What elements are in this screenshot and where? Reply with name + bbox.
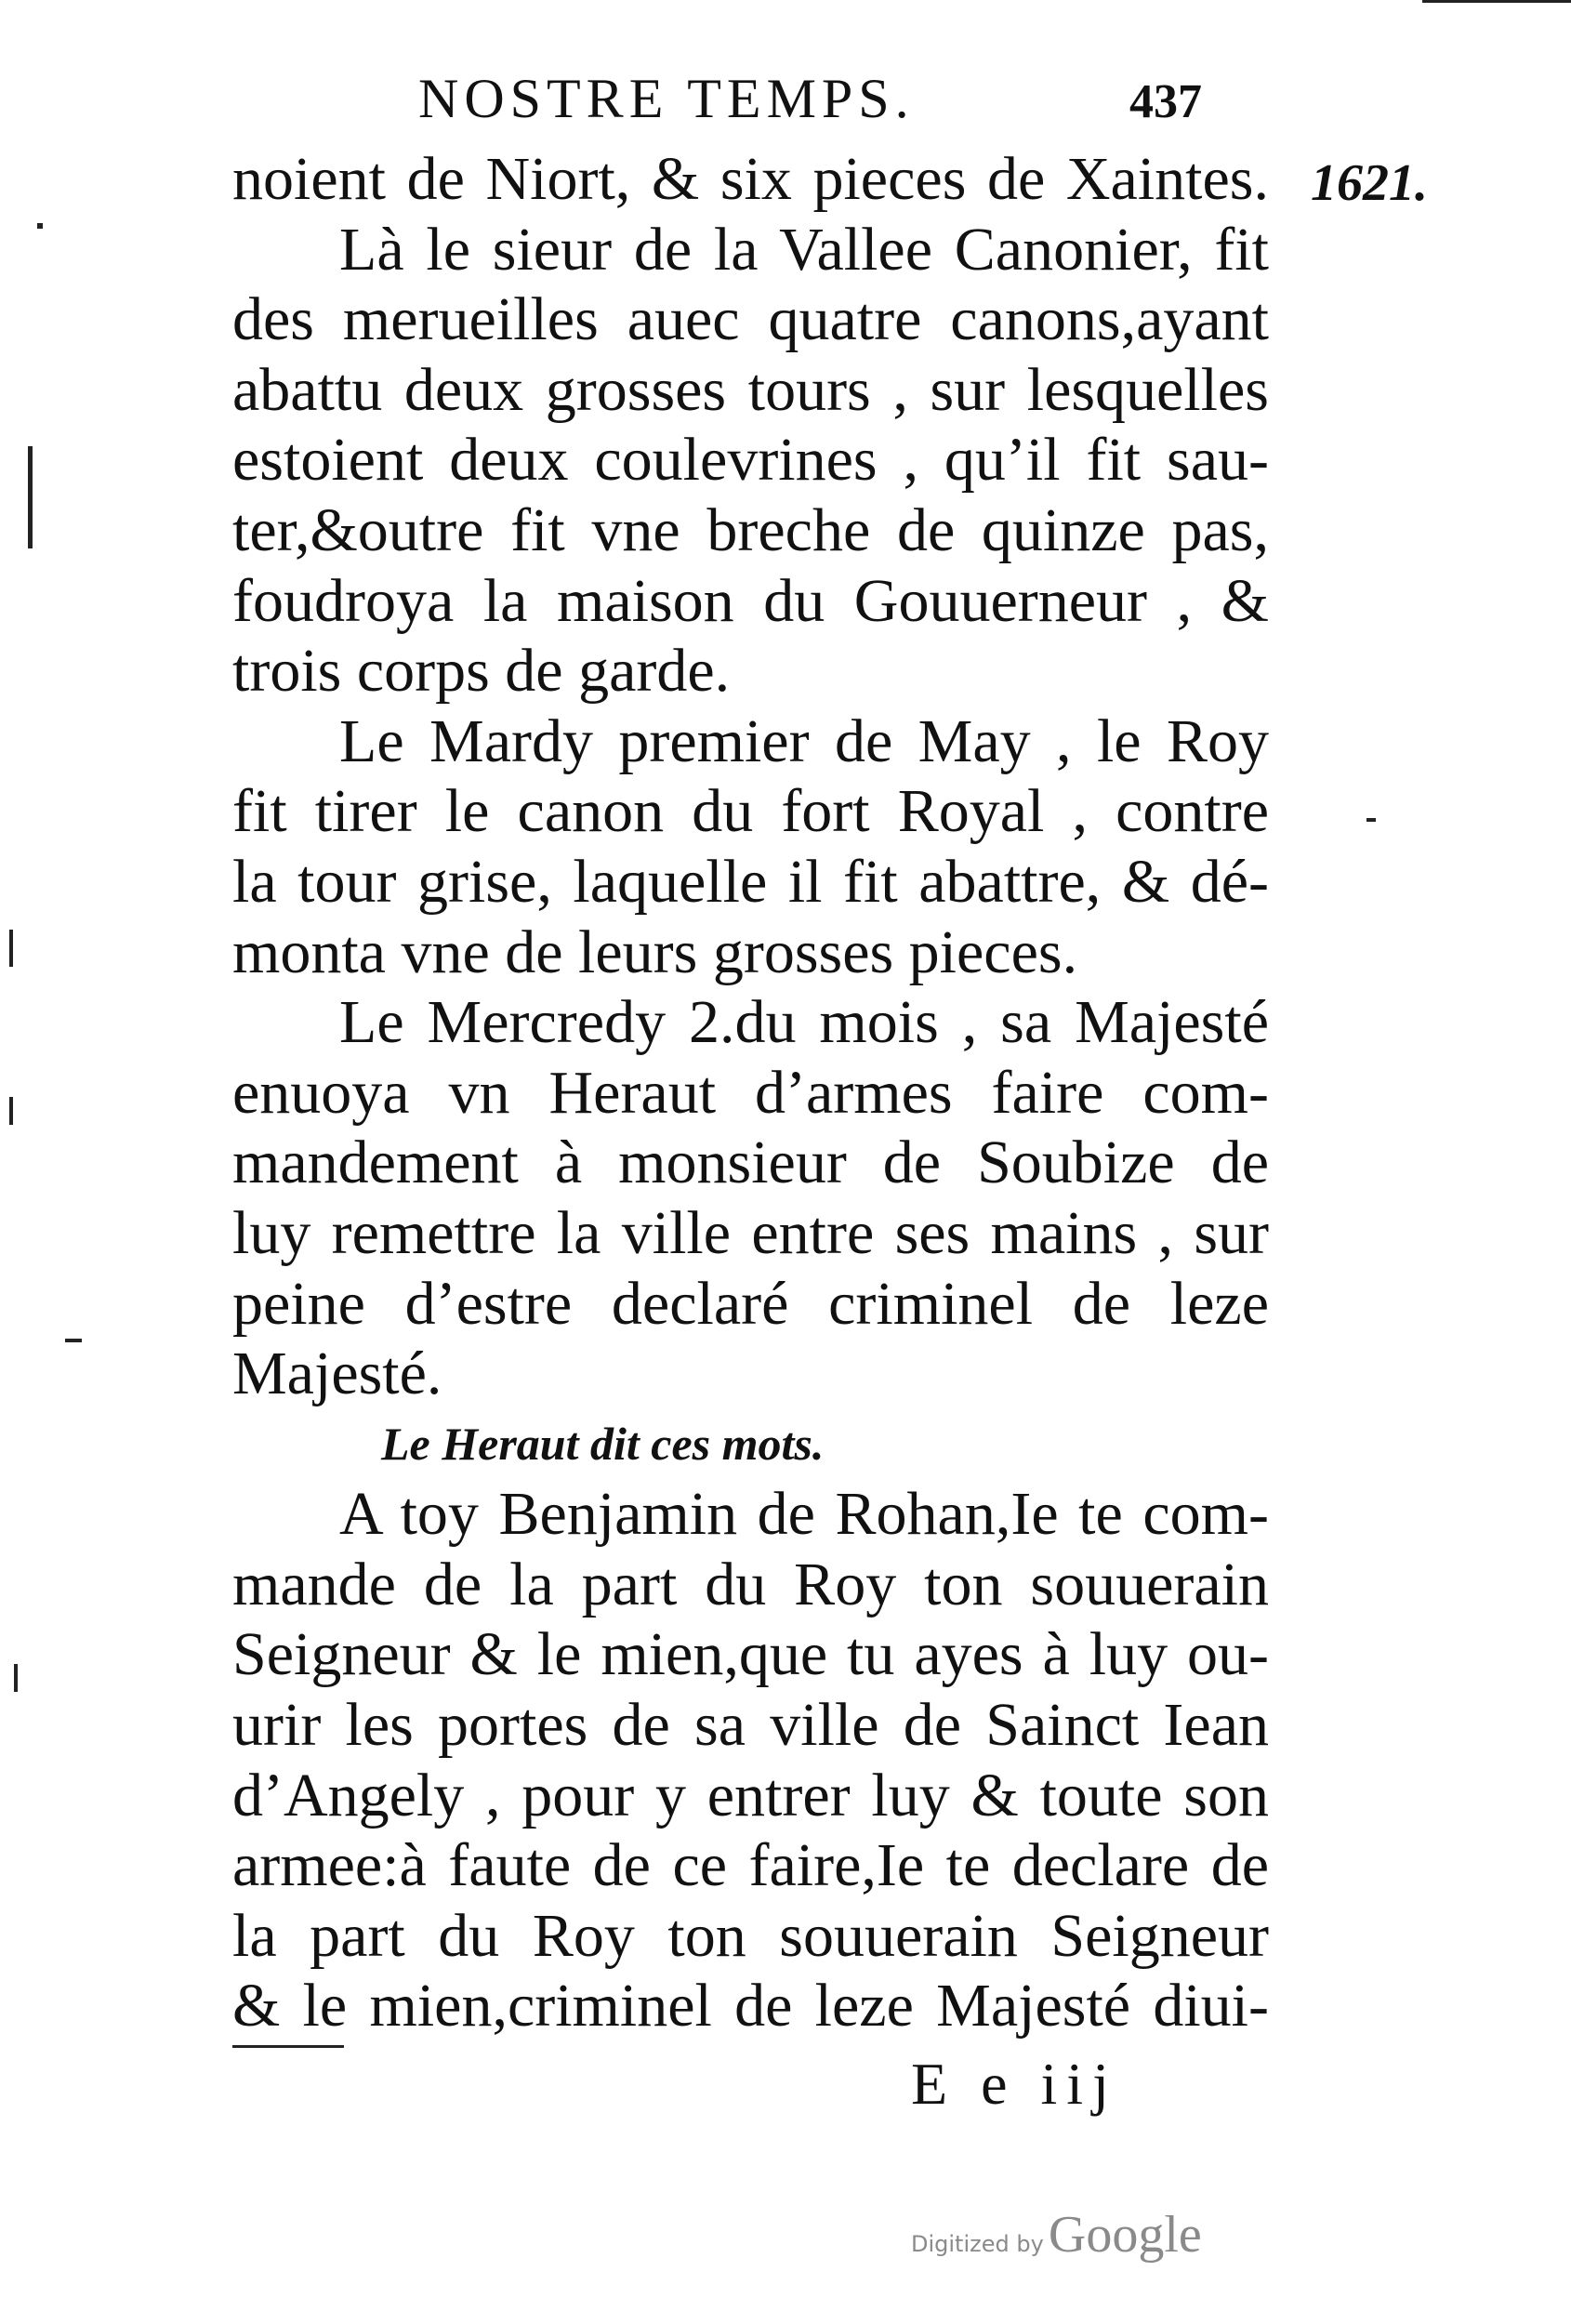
- text-line: noient de Niort, & six pieces de Xaintes.: [232, 145, 1269, 213]
- text-line: Le Mercredy 2.du mois , sa Majesté: [339, 988, 1269, 1057]
- text-line: Seigneur & le mien,que tu ayes à luy ou-: [232, 1620, 1269, 1689]
- text-line: la tour grise, laquelle il fit abattre, & dé-: [232, 847, 1269, 916]
- text-line: Le Mardy premier de May , le Roy: [339, 706, 1269, 775]
- text-line: & le mien,criminel de leze Majesté diui-: [232, 1972, 1269, 2040]
- running-head: NOSTRE TEMPS.: [418, 68, 915, 129]
- scan-artifact: [9, 930, 13, 967]
- body-text: [232, 144, 1269, 2041]
- text-line: armee:à faute de ce faire,Ie te declare de: [232, 1831, 1269, 1900]
- text-line: abattu deux grosses tours , sur lesquelles: [232, 355, 1269, 424]
- text-line: enuoya vn Heraut d’armes faire com-: [232, 1058, 1269, 1127]
- catchword: E e iij: [911, 2051, 1118, 2117]
- scan-artifact: [1366, 818, 1376, 822]
- scan-artifact: [14, 1664, 18, 1692]
- scan-artifact: [232, 2045, 344, 2048]
- scan-artifact: [37, 223, 43, 229]
- text-line: mande de la part du Roy ton souuerain: [232, 1550, 1269, 1618]
- text-line: urir les portes de sa ville de Sainct Iean: [232, 1691, 1269, 1760]
- text-line: peine d’estre declaré criminel de leze: [232, 1269, 1269, 1338]
- scan-artifact: [9, 1097, 13, 1125]
- watermark: [911, 2205, 1202, 2265]
- text-line: la part du Roy ton souuerain Seigneur: [232, 1901, 1269, 1970]
- scan-artifact: [28, 446, 33, 548]
- scan-artifact: [1422, 0, 1571, 3]
- text-line: fit tirer le canon du fort Royal , contre: [232, 777, 1269, 846]
- text-line: A toy Benjamin de Rohan,Ie te com-: [339, 1480, 1269, 1549]
- watermark-logo-text: Google: [1048, 2206, 1202, 2264]
- watermark-small-text: Digitized by: [911, 2231, 1044, 2257]
- text-line: Là le sieur de la Vallee Canonier, fit: [339, 215, 1269, 284]
- text-line: estoient deux coulevrines , qu’il fit sau-: [232, 426, 1269, 495]
- section-heading: Le Heraut dit ces mots.: [381, 1417, 825, 1470]
- text-line: d’Angely , pour y entrer luy & toute son: [232, 1761, 1269, 1829]
- scan-artifact: [65, 1339, 82, 1342]
- text-line: des merueilles auec quatre canons,ayant: [232, 285, 1269, 354]
- page-number: 437: [1129, 75, 1202, 128]
- text-line: mandement à monsieur de Soubize de: [232, 1129, 1269, 1197]
- text-line: trois corps de garde.: [232, 637, 731, 706]
- text-line: monta vne de leurs grosses pieces.: [232, 918, 1078, 986]
- text-line: ter,&outre fit vne breche de quinze pas,: [232, 495, 1269, 564]
- text-line: luy remettre la ville entre ses mains , sur: [232, 1198, 1269, 1267]
- text-line: foudroya la maison du Gouuerneur , &: [232, 566, 1269, 635]
- text-line: Majesté.: [232, 1340, 442, 1408]
- margin-year: 1621.: [1311, 154, 1428, 212]
